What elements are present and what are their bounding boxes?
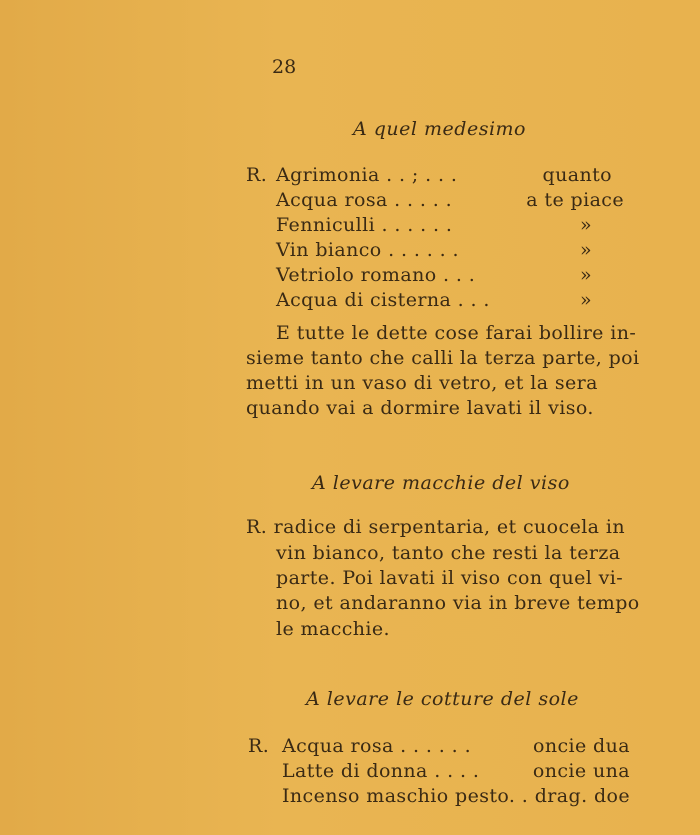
section-title: A quel medesimo — [353, 118, 526, 140]
recipe-item: Vetriolo romano . . . — [276, 264, 476, 286]
recipe-qty: oncie dua — [532, 735, 630, 757]
section-title: A levare le cotture del sole — [306, 688, 579, 710]
recipe-qty: drag. doe — [534, 785, 630, 807]
recipe-prefix: R. — [246, 164, 268, 186]
paragraph-line: quando vai a dormire lavati il viso. — [246, 397, 594, 419]
recipe-item: Acqua rosa . . . . . . — [282, 735, 472, 757]
recipe-qty: quanto — [542, 164, 612, 186]
paragraph-line: E tutte le dette cose farai bollire in- — [276, 322, 637, 344]
recipe-qty: a te piace — [526, 189, 624, 211]
recipe-qty: » — [579, 289, 593, 311]
paragraph-line: R. radice di serpentaria, et cuocela in — [246, 516, 625, 538]
recipe-item: Acqua di cisterna . . . — [276, 289, 490, 311]
recipe-item: Vin bianco . . . . . . — [276, 239, 459, 261]
recipe-item: Acqua rosa . . . . . — [276, 189, 453, 211]
recipe-qty: oncie una — [532, 760, 630, 782]
paragraph-line: vin bianco, tanto che resti la terza — [276, 542, 621, 564]
recipe-item: Incenso maschio pesto. . — [282, 785, 529, 807]
page-number: 28 — [272, 56, 297, 78]
recipe-qty: » — [579, 264, 593, 286]
recipe-item: Latte di donna . . . . — [282, 760, 480, 782]
recipe-item: Agrimonia . . ; . . . — [276, 164, 458, 186]
paragraph-line: no, et andaranno via in breve tempo — [276, 592, 640, 614]
paragraph-line: sieme tanto che calli la terza parte, poi — [246, 347, 640, 369]
paragraph-line: le macchie. — [276, 618, 390, 640]
section-title: A levare macchie del viso — [312, 472, 570, 494]
paragraph-line: metti in un vaso di vetro, et la sera — [246, 372, 598, 394]
recipe-qty: » — [579, 214, 593, 236]
paragraph-line: parte. Poi lavati il viso con quel vi- — [276, 567, 624, 589]
recipe-item: Fenniculli . . . . . . — [276, 214, 453, 236]
recipe-qty: » — [579, 239, 593, 261]
recipe-prefix: R. — [248, 735, 270, 757]
